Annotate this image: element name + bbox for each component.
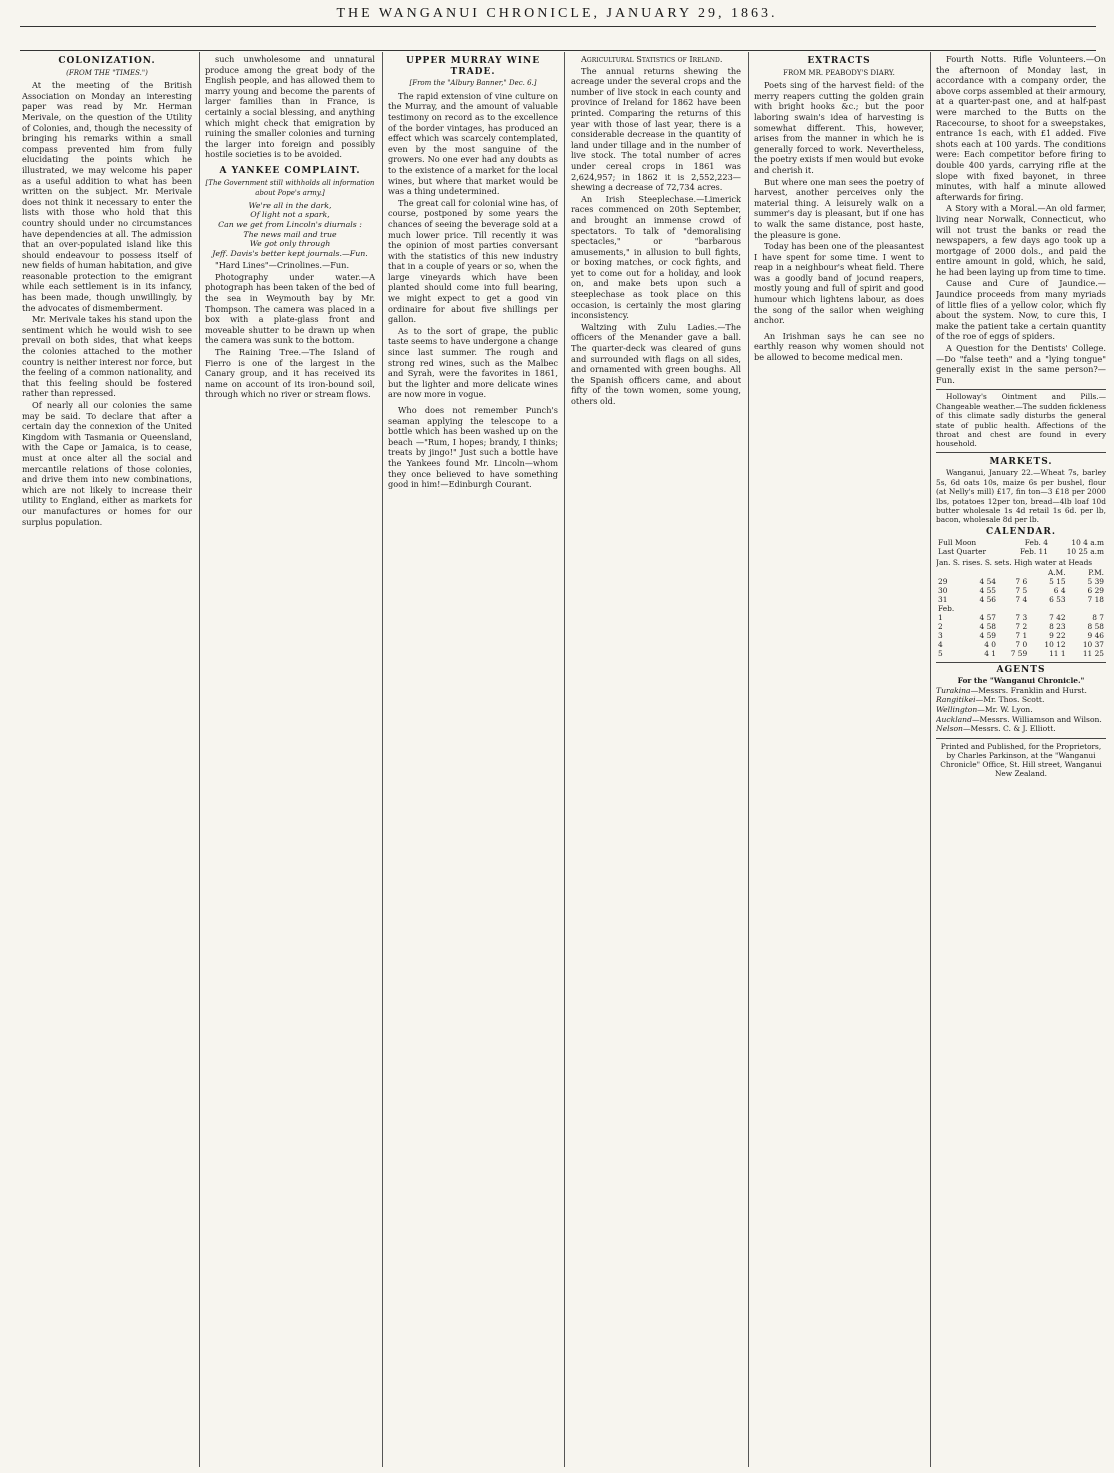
poem-line: We're all in the dark, bbox=[248, 200, 332, 210]
tide-cell: 5 39 bbox=[1087, 576, 1104, 586]
article-paragraph: Who does not remember Punch's seaman applying the telescope to a bottle which has been washed up on the beach —"Rum, I hopes; brandy, I thinks; treats by jingo!" Just such a bottle have the Yankees found Mr. Lincoln—whom they once believed to have something good in him!—Edinburgh Courant. bbox=[388, 405, 558, 490]
moon-phase: Last Quarter bbox=[938, 547, 987, 557]
poem-line: The news mail and true bbox=[243, 229, 337, 239]
tide-cell bbox=[1068, 604, 1106, 613]
masthead bbox=[0, 0, 1114, 40]
article-heading: UPPER MURRAY WINE TRADE. bbox=[405, 56, 541, 77]
agents-subheading: For the "Wanganui Chronicle." bbox=[957, 676, 1085, 686]
tide-row bbox=[936, 640, 1106, 649]
article-heading: Agricultural Statistics of Ireland. bbox=[581, 54, 723, 64]
tide-col: P.M. bbox=[1088, 567, 1104, 577]
article-paragraph: As to the sort of grape, the public taste seems to have undergone a change since last summer. The rough and strong red wines, such as the Malbec and Syrah, were the favorites in 1861, but the lighter and more delicate wines are now more in vogue. bbox=[388, 325, 558, 400]
article-paragraph bbox=[571, 54, 741, 65]
tide-cell: 6 4 bbox=[1053, 585, 1066, 595]
moon-table bbox=[936, 538, 1106, 556]
article-heading: COLONIZATION. bbox=[58, 56, 156, 66]
poem-line: Jeff. Davis's better kept journals.—Fun. bbox=[212, 248, 368, 258]
tide-cell: 6 29 bbox=[1087, 585, 1104, 595]
tide-row bbox=[936, 586, 1106, 595]
moon-row bbox=[936, 547, 1106, 556]
agent-entry: Auckland—Messrs. Williamson and Wilson. bbox=[936, 714, 1102, 724]
article-paragraph: Fourth Notts. Rifle Volunteers.—On the afternoon of Monday last, in accordance with a company order, the above corps assembled at their armoury, at a quarter-past one, and at half-past were marched to the Butts on the Racecourse, to shoot for a sweepstakes, entrance 1s each, with £1 added. Five shots each at 100 yards. The conditions were: Each competitor before firing to double 400 yards, carrying rifle at the slope with fixed bayonet, in three minutes, with half a minute allowed afterwards for firing. bbox=[936, 54, 1106, 202]
agent-name: Messrs. Williamson and Wilson. bbox=[979, 714, 1102, 724]
tide-cell: 10 12 bbox=[1044, 639, 1066, 649]
tide-row bbox=[936, 595, 1106, 604]
article-paragraph: The annual returns shewing the acreage under the several crops and the number of live stock in each county and province of Ireland for 1862 have been printed. Comparing the returns of this year with those of last year, there is a considerable decrease in the quantity of land under tillage and in the number of live stock. The total number of acres under cereal crops in 1861 was 2,624,957; in 1862 it is 2,552,223—shewing a decrease of 72,734 acres. bbox=[571, 65, 741, 193]
tide-cell: 4 54 bbox=[979, 576, 996, 586]
moon-date: Feb. 4 bbox=[1024, 538, 1048, 548]
agents-list bbox=[936, 686, 1106, 734]
article-source: (FROM THE "TIMES.") bbox=[66, 68, 148, 77]
tide-row bbox=[936, 622, 1106, 631]
tide-cell: 7 3 bbox=[1015, 612, 1028, 622]
tide-cell: 31 bbox=[938, 594, 948, 604]
advertisement bbox=[936, 389, 1106, 452]
tide-row bbox=[936, 631, 1106, 640]
tide-cell: 2 bbox=[938, 621, 943, 631]
tide-cell: 4 1 bbox=[984, 648, 996, 658]
complaint-heading: A YANKEE COMPLAINT. bbox=[219, 165, 361, 176]
article-paragraph: "Hard Lines"—Crinolines.—Fun. bbox=[215, 260, 350, 271]
moon-date: Feb. 11 bbox=[1020, 547, 1048, 557]
tide-cell: 7 59 bbox=[1010, 648, 1028, 658]
poem-line: We got only through bbox=[249, 239, 331, 249]
article-paragraph: such unwholesome and unnatural produce among the great body of the English people, and has allowed them to marry young and become the parents of larger families than in France, is certainly a social blessing, and anything which might check that emigration by ruining the smaller colonies and turning the larger into foreign and possibly hostile societies is to be avoided. bbox=[205, 54, 375, 160]
article-paragraph: Of nearly all our colonies the same may be said. To declare that after a certain day the connexion of the United Kingdom with Tasmania or Queensland, with the Cape or Jamaica, is to cease, must at once alter all the social and mercantile relations of those colonies, and drive them into new combinations, which are not likely to increase their utility to England, either as markets for our manufactures or homes for our surplus population. bbox=[22, 400, 192, 527]
imprint: Printed and Published, for the Proprietors, by Charles Parkinson, at the "Wanganui Chronicle" Office, St. Hill street, Wanganui New Zealand. bbox=[936, 738, 1106, 779]
agents-heading: AGENTS bbox=[936, 662, 1106, 676]
moon-row bbox=[936, 538, 1106, 547]
tide-cell: 7 5 bbox=[1015, 585, 1028, 595]
tide-cell: 11 1 bbox=[1049, 648, 1066, 658]
complaint-note: [The Government still withholds all information about Pope's army.] bbox=[205, 178, 375, 198]
tide-cell: 7 0 bbox=[1015, 639, 1028, 649]
moon-time: 10 4 a.m bbox=[1071, 538, 1104, 548]
article-paragraph: The Raining Tree.—The Island of Fierro is one of the largest in the Canary group, and it has received its name on account of its iron-bound soil, through which no river or stream flows. bbox=[205, 347, 375, 400]
tide-cell: 9 46 bbox=[1087, 630, 1104, 640]
agent-entry: Turakina—Messrs. Franklin and Hurst. bbox=[936, 685, 1087, 695]
moon-time: 10 25 a.m bbox=[1066, 547, 1104, 557]
tide-cell: 4 57 bbox=[979, 612, 996, 622]
column-divider bbox=[382, 52, 383, 1467]
article-paragraph: But where one man sees the poetry of harvest, another perceives only the material thing. A leisurely walk on a summer's day is pleasant, but if one has to walk the same distance, post haste, the pleasure is gone. bbox=[754, 176, 924, 240]
poem-line: Of light not a spark, bbox=[250, 210, 330, 220]
agent-entry: Nelson—Messrs. C. & J. Elliott. bbox=[936, 724, 1056, 734]
column-extracts bbox=[754, 54, 924, 1464]
article-paragraph: Poets sing of the harvest field: of the merry reapers cutting the golden grain with bright hooks &c.; but the poor laboring swain's idea of harvesting is somewhat different. This, however, arises from the manner in which he is generally forced to work. Nevertheless, the poetry exists if men would but evoke and cherish it. bbox=[754, 80, 924, 175]
tide-cell: 7 2 bbox=[1015, 621, 1028, 631]
tide-cell: 30 bbox=[938, 585, 948, 595]
calendar-heading: CALENDAR. bbox=[986, 526, 1056, 537]
tide-header-row bbox=[936, 568, 1106, 577]
agent-name: Mr. W. Lyon. bbox=[984, 705, 1033, 715]
tide-table bbox=[936, 568, 1106, 658]
tide-cell: 7 42 bbox=[1049, 612, 1066, 622]
article-paragraph: An Irish Steeplechase.—Limerick races commenced on 20th September, and brought an immense crowd of spectators. To talk of "demoralising spectacles," or "barbarous amusements," in allusion to bull fights, or boxing matches, or cock fights, and yet to come out for a holiday, and look on, and make bets upon such a steeplechase as took place on this occasion, is certainly the most glaring inconsistency. bbox=[571, 193, 741, 321]
poem-line: Can we get from Lincoln's diurnals : bbox=[218, 219, 362, 229]
tide-cell: 8 58 bbox=[1087, 621, 1104, 631]
tide-cell: 3 bbox=[938, 630, 943, 640]
column-two bbox=[205, 54, 375, 1464]
article-paragraph: The rapid extension of vine culture on the Murray, and the amount of valuable testimony on record as to the excellence of the border vintages, has produced an effect which was scarcely contemplated, even by the most sanguine of the growers. No one ever had any doubts as to the existence of a market for the local wines, but where that market would be was a thing undetermined. bbox=[388, 90, 558, 197]
tide-cell: 7 6 bbox=[1015, 576, 1028, 586]
tide-cell: 4 58 bbox=[979, 621, 996, 631]
tide-cell: 5 bbox=[938, 648, 943, 658]
agent-place: Nelson bbox=[936, 724, 963, 734]
tide-col: A.M. bbox=[1047, 567, 1066, 577]
agent-place: Wellington bbox=[936, 705, 978, 715]
column-six bbox=[936, 54, 1106, 1464]
article-paragraph: The great call for colonial wine has, of course, postponed by some years the chances of seeing the beverage sold at a much lower price. Till recently it was the opinion of most parties conversant with the statistics of this new industry that in a couple of years or so, when the large vineyards which have been planted should come into full bearing, we might expect to get a good vin ordinaire for about five shillings per gallon. bbox=[388, 197, 558, 325]
tide-cell bbox=[1029, 604, 1067, 613]
column-wine-trade bbox=[388, 54, 558, 1464]
tide-cell: 11 25 bbox=[1082, 648, 1104, 658]
article-source: [From the "Albury Banner," Dec. 6.] bbox=[409, 79, 537, 88]
article-paragraph: Mr. Merivale takes his stand upon the sentiment which he would wish to see prevail on both sides, that what keeps the colonies attached to the mother country is neither interest nor force, but the feeling of a common nationality, and that this feeling should be fostered rather than repressed. bbox=[22, 314, 192, 399]
agent-place: Auckland bbox=[936, 714, 972, 724]
column-agriculture bbox=[571, 54, 741, 1464]
tide-cell bbox=[967, 604, 998, 613]
tide-cell: 4 bbox=[938, 639, 943, 649]
tide-col bbox=[967, 568, 998, 577]
tide-heading: Jan. S. rises. S. sets. High water at Heads bbox=[936, 558, 1093, 568]
tide-col bbox=[936, 568, 967, 577]
tide-cell: 6 53 bbox=[1049, 594, 1066, 604]
article-paragraph: At the meeting of the British Association on Monday an interesting paper was read by Mr. Herman Merivale, on the question of the Utility of Colonies, and, though the necessity of bringing his remarks within a small compass prevented him from fully elucidating the points which he illustrated, we may welcome his paper as a useful addition to what has been written on the subject. Mr. Merivale does not think it necessary to enter the lists with those who hold that this country should under no circumstances have dependencies at all. The admission that an over-populated island like this should endeavour to possess itself of new fields of human habitation, and give reasonable protection to the emigrant while each settlement is in its infancy, has been made, though unwillingly, by the advocates of dismemberment. bbox=[22, 80, 192, 313]
column-colonization bbox=[22, 54, 192, 1464]
tide-cell: 7 4 bbox=[1015, 594, 1028, 604]
agent-name: Messrs. C. & J. Elliott. bbox=[970, 724, 1056, 734]
column-divider bbox=[199, 52, 200, 1467]
article-paragraph: Today has been one of the pleasantest I have spent for some time. I went to reap in a neighbour's wheat field. There was a goodly band of jocund reapers, mostly young and full of spirit and good humour which lightens labour, as does the song of the sailor when weighing anchor. bbox=[754, 241, 924, 326]
tide-cell bbox=[998, 604, 1029, 613]
tide-cell: 8 7 bbox=[1092, 612, 1104, 622]
article-paragraph: An Irishman says he can see no earthly reason why women should not be allowed to become medical men. bbox=[754, 330, 924, 363]
agent-place: Rangitikei bbox=[936, 695, 976, 705]
tide-row bbox=[936, 604, 1106, 613]
column-divider bbox=[564, 52, 565, 1467]
advert-text: Holloway's Ointment and Pills.—Changeable weather.—The sudden fickleness of this climate sadly disturbs the general state of public health. Affections of the throat and chest are found in every household. bbox=[936, 392, 1106, 449]
top-rule bbox=[20, 26, 1096, 27]
newspaper-title: THE WANGANUI CHRONICLE, JANUARY 29, 1863. bbox=[336, 6, 778, 21]
tide-cell: 4 59 bbox=[979, 630, 996, 640]
tide-cell: 4 56 bbox=[979, 594, 996, 604]
markets-heading: MARKETS. bbox=[989, 456, 1053, 467]
markets-text: Wanganui, January 22.—Wheat 7s, barley 5s, 6d oats 10s, maize 6s per bushel, flour (at Nelly's mill) £17, fin ton—3 £18 per 2000 lbs, potatoes 12per ton, bread—4lb loaf 10d butter wholesale 1s 4d retail 1s 6d. per lb, bacon, wholesale 8d per lb. bbox=[936, 468, 1106, 525]
tide-cell: 1 bbox=[938, 612, 943, 622]
tide-cell: 4 0 bbox=[984, 639, 996, 649]
tide-col bbox=[998, 568, 1029, 577]
tide-cell: 10 37 bbox=[1082, 639, 1104, 649]
agent-entry: Wellington—Mr. W. Lyon. bbox=[936, 705, 1033, 715]
tide-cell: 29 bbox=[938, 576, 948, 586]
article-heading: EXTRACTS bbox=[807, 56, 871, 66]
tide-cell: 7 1 bbox=[1015, 630, 1028, 640]
header-rule bbox=[20, 50, 1096, 51]
poem bbox=[205, 201, 375, 259]
article-paragraph: Waltzing with Zulu Ladies.—The officers of the Menander gave a ball. The quarter-deck was cleared of guns and surrounded with flags on all sides, and ornamented with green boughs. All the Spanish officers came, and about fifty of the town women, some young, others old. bbox=[571, 321, 741, 406]
agent-name: Messrs. Franklin and Hurst. bbox=[978, 685, 1087, 695]
article-paragraph: A Question for the Dentists' College.—Do "false teeth" and a "lying tongue" generally exist in the same person?—Fun. bbox=[936, 343, 1106, 385]
tide-row bbox=[936, 613, 1106, 622]
tide-cell: 8 23 bbox=[1049, 621, 1066, 631]
tide-cell: Feb. bbox=[938, 603, 955, 613]
moon-phase: Full Moon bbox=[938, 538, 977, 548]
column-divider bbox=[748, 52, 749, 1467]
tide-cell: 5 15 bbox=[1049, 576, 1066, 586]
article-paragraph: Cause and Cure of Jaundice.—Jaundice proceeds from many myriads of little flies of a yellow color, which fly about the system. Now, to cure this, I make the patient take a certain quantity of the roe of eggs of spiders. bbox=[936, 278, 1106, 342]
agent-name: Mr. Thos. Scott. bbox=[983, 695, 1045, 705]
agent-entry: Rangitikei—Mr. Thos. Scott. bbox=[936, 695, 1045, 705]
tide-row bbox=[936, 649, 1106, 658]
tide-cell: 4 55 bbox=[979, 585, 996, 595]
agent-place: Turakina bbox=[936, 685, 971, 695]
article-paragraph: A Story with a Moral.—An old farmer, living near Norwalk, Connecticut, who will not trust the banks or read the newspapers, a few days ago took up a mortgage of 2000 dols., and paid the entire amount in gold, which, he said, he had been laying up from time to time. bbox=[936, 203, 1106, 277]
tide-cell: 9 22 bbox=[1049, 630, 1066, 640]
tide-cell: 7 18 bbox=[1087, 594, 1104, 604]
tide-row bbox=[936, 577, 1106, 586]
column-divider bbox=[930, 52, 931, 1467]
article-subheading: FROM MR. PEABODY'S DIARY. bbox=[783, 68, 895, 77]
article-paragraph: Photography under water.—A photograph has been taken of the bed of the sea in Weymouth bay by Mr. Thompson. The camera was placed in a box with a plate-glass front and moveable shutter to be drawn up when the camera was sunk to the bottom. bbox=[205, 271, 375, 346]
